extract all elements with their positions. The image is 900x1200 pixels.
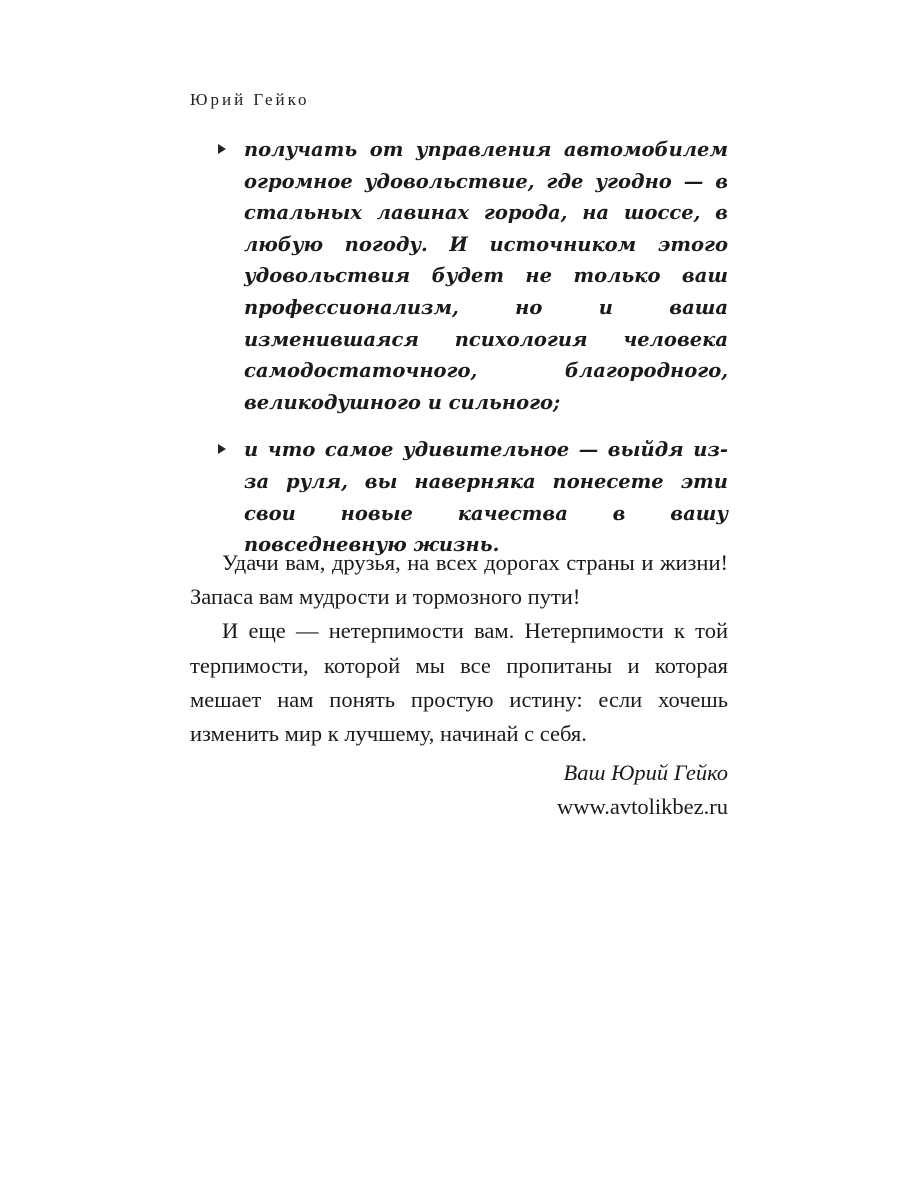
running-head: Юрий Гейко [190, 90, 310, 109]
body-text [190, 546, 728, 751]
triangle-bullet-icon [218, 444, 226, 454]
signature-block [557, 756, 728, 824]
bullet-text: и что самое удивительное — выйдя из-за руля, вы наверняка понесете эти свои новые качества в вашу повседневную жизнь. [244, 438, 728, 557]
signature-name: Ваш Юрий Гейко [563, 760, 728, 785]
triangle-bullet-icon [218, 144, 226, 154]
bullet-item [216, 134, 728, 418]
bullet-text: получать от управления автомобилем огромное удовольствие, где угодно — в стальных лавинах города, на шоссе, в любую погоду. И источником этого удовольствия будет не только ваш профессионализм, но и ваша изменившаяся психология человека самодостаточного, благородного, великодушного и сильного; [244, 138, 728, 414]
paragraph: И еще — нетерпимости вам. Нетерпимости к той терпимости, которой мы все пропитаны и которая мешает нам понять простую истину: если хочешь изменить мир к лучшему, начинай с себя. [190, 618, 728, 747]
website-url: www.avtolikbez.ru [557, 794, 728, 819]
bullet-list [216, 134, 728, 577]
paragraph: Удачи вам, друзья, на всех дорогах страны и жизни! Запаса вам мудрости и тормозного пути! [190, 550, 728, 610]
bullet-item [216, 434, 728, 560]
